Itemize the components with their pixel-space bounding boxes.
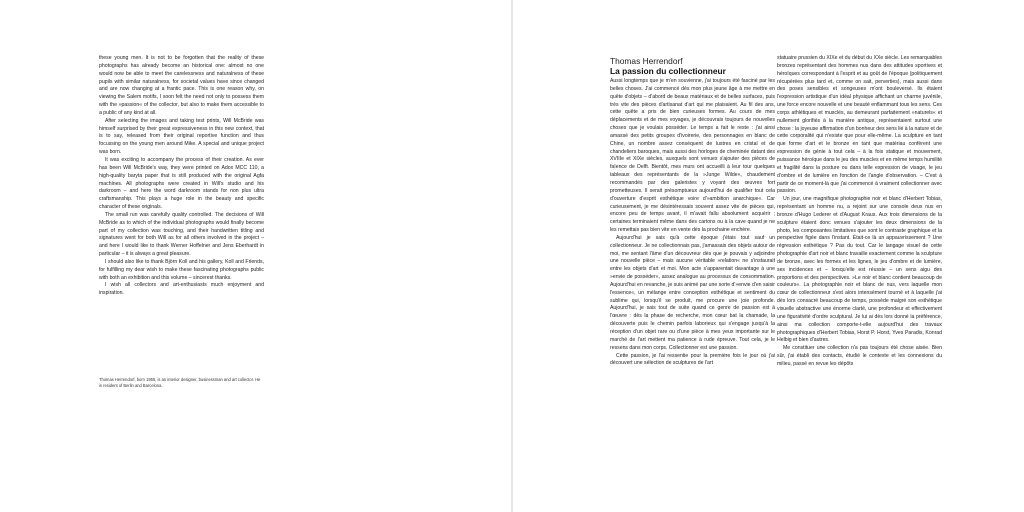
paragraph: Un jour, une magnifique photographie noir et blanc d'Herbert Tobias, représentant un homme nu, a rejoint sur une console deux nus en bronze d'Hugo Lederer et d'August Kraus. Aux trois dimensions de la sculpture étaient donc venues s'ajouter les deux dimensions de la photo, les composantes limitatives que sont le contraste graphique et la perspective figée dans l'instant. Était-ce là un appauvrissement ? Une régression esthétique ? Pas du tout. Car le langage visuel de cette photographie d'art noir et blanc travaille exactement comme la sculpture de bronze, avec les formes et les lignes, le jeu d'ombre et de lumière, ses incidences et – lorsqu'elle est réussie – un sens aigu des proportions et des perspectives. »Le noir et blanc contient beaucoup de couleurs«. La photographie noir et blanc de nus, vers laquelle mon cœur de collectionneur s'est alors intensément tourné et à laquelle j'ai dès lors consacré beaucoup de temps, possède malgré son esthétique visuelle abstractive une énorme clarté, une profondeur et effectivement une figurativité d'ordre sculptural. Je lui ai dès lors donné la préférence, ainsi ma collection comporte-t-elle aujourd'hui des travaux photographiques d'Herbert Tobias, Horst P. Horst, Yves Paradis, Konrad Helbig et bien d'autres. [777,196,942,344]
paragraph: Aujourd'hui je sais qu'à cette époque j'étais tout sauf un collectionneur. Je ne collectionnais pas, j'amassais des objets autour de moi, me sentant l'âme d'un découvreur dès que je pouvais y adjoindre une nouvelle pièce – mais aucune véritable »relation« ne s'instaurait entre les objets d'art et moi. Mon acte s'apparentait davantage à une »envie de posséder«, assez analogue au processus de consommation. Aujourd'hui en revanche, je suis animé par une sorte d'»envie d'en saisir l'essence«, un mélange entre conception esthétique et sentiment du sublime qui, lorsqu'il se produit, me procure une joie profonde. Aujourd'hui, je sais tout de suite quand ce genre de passion est à l'œuvre : dès la phase de recherche, mon cœur bat la chamade, la découverte puis le chemin parfois laborieux qui s'engage jusqu'à la réception d'un objet rare ou d'une pièce à mes yeux importante sur le marché de l'art mettent ma patience à rude épreuve. Tout cela, je le ressens dans mon corps. Collectionner est une passion. [610,234,775,351]
paragraph: Aussi longtemps que je m'en souvienne, j'ai toujours été fasciné par les belles choses. J'ai commencé dès mon plus jeune âge à me mettre en quête d'objets – d'abord de beaux matériaux et de belles surfaces, puis très vite des pièces d'artisanat d'art qui me plaisaient. Au fil des ans, cette quête a pris de bien curieuses formes. Au cours de mes déplacements et de mes voyages, je découvrais toujours de nouvelles choses que je voulais posséder. Le temps a fait le reste : j'ai ainsi amassé des petits groupes d'ivoirerie, des personnages en blanc de Chine, un nombre assez conséquent de lustres en cristal et de chandeliers baroques, mais aussi des horloges de cheminée datant des XVIIIe et XIXe siècles, auxquels sont venues s'ajouter des pièces de faïence de Delft. Bientôt, mes murs ont accueilli à leur tour quelques tableaux des représentants de la »Junge Wilde«, chaudement recommandés par des galeristes y voyant des œuvres fort prometteuses. Il serait présomptueux aujourd'hui de qualifier tout cela d'ouverture d'esprit esthétique voire d'»ambition anarchique«. Car curieusement, je me désintéressais souvent assez vite de pièces qui, encore peu de temps avant, il m'avait fallu absolument acquérir ; certaines terminaient même dans des cartons ou à la cave quand je ne les remettais pas bien vite en vente dès la prochaine enchère. [610,78,775,234]
english-text-column [99,55,264,298]
article-heading [610,56,780,76]
author-footnote: Thomas Herrendorf, born 1955, is an interior designer, businessman and art collector. He is resident of Berlin and Barcelona. [99,377,261,388]
paragraph: Cette passion, je l'ai ressentie pour la première fois le jour où j'ai découvert une sélection de sculptures de l'art [610,352,775,367]
paragraph: It was exciting to accompany the process of their creation. As ever has been Will McBride's way, they were printed on Adox MCC 110, a high-quality baryta paper that is still produced with the original Agfa machines. All photographs were created in Will's studio and his darkroom – and here the word darkroom stands for non plus ultra craftsmanship. This plays a huge role in the beauty and specific character of these originals. [99,156,264,211]
article-title: La passion du collectionneur [610,66,726,76]
paragraph: I should also like to thank Björn Koll and his gallery, Koll and Friends, for fulfilling my dear wish to make these fascinating photographs public with both an exhibition and this volume – sincerest thanks. [99,258,264,281]
paragraph: I wish all collectors and art-enthusiasts much enjoyment and inspiration. [99,282,264,297]
paragraph: The small run was carefully quality controlled. The decisions of Will McBride as to which of the individual photographs would finally become part of my collection was touching, and their handwritten titling and signatures went for both Will as for all others involved in the project – and here I would like to thank Werner Hoffelner and Jens Eberhardt in particular – it is always a great pleasure. [99,211,264,258]
paragraph: Me constituer une collection n'a pas toujours été chose aisée. Bien sûr, j'ai établi des contacts, étudié le contexte et les connexions du milieu, passé en revue les dépôts [777,345,942,367]
author-name: Thomas Herrendorf [610,56,683,66]
french-text-column-2 [777,55,942,369]
paragraph: these young men. It is not to be forgotten that the reality of these photographs has already become an historical one: almost no one would now be able to meet the carelessness and naturalness of these pupils with similar naturalness, for societal values have since changed and are now changing at a frantic pace. This is one reason why, on viewing the Salem motifs, I soon felt the need not only to possess them with the »passion« of the collector, but also to make them accessible to a public of any kind at all. [99,55,264,116]
french-text-column-1 [610,78,775,368]
paragraph: statuaire prussien du XIXe et du début du XXe siècle. Les remarquables bronzes représentant des hommes nus dans des attitudes sportives et héroïques correspondant à l'esprit et au goût de l'époque (politiquement récupérées plus tard et, comme on sait, perverties), mais aussi dans des poses sensibles et songeuses m'ont bouleversé. Ils étaient l'expression artistique d'un idéal physique affichant un charme juvénile, une force encore nouvelle et une beauté enflammant tous les sens. Ces corps athlétiques et musclés, au demeurant parfaitement »naturels« et nullement glorifiés à la manière antique, représentaient surtout une chose : la joyeuse affirmation d'un bonheur des sens lié à la nature et de cette corporalité qui n'existe que pour elle-même. La sculpture en tant que forme d'art et le bronze en tant que matériau confèrent une expression de génie à tout cela – à la fois statique et mouvement, puissance héroïque dans le jeu des muscles et en même temps humilité et fragilité dans la posture ou dans telle expression de visage, le jeu d'ombre et de lumière en fonction de l'angle d'observation. – C'est à partir de ce moment-là que j'ai commencé à vraiment collectionner avec passion. [777,55,942,195]
paragraph: After selecting the images and taking test prints, Will McBride was himself surprised by their great expressiveness in this new context, that is to say, released from their original reportive function and thus focussing on the young men around Mike. A special and unique project was born. [99,117,264,156]
